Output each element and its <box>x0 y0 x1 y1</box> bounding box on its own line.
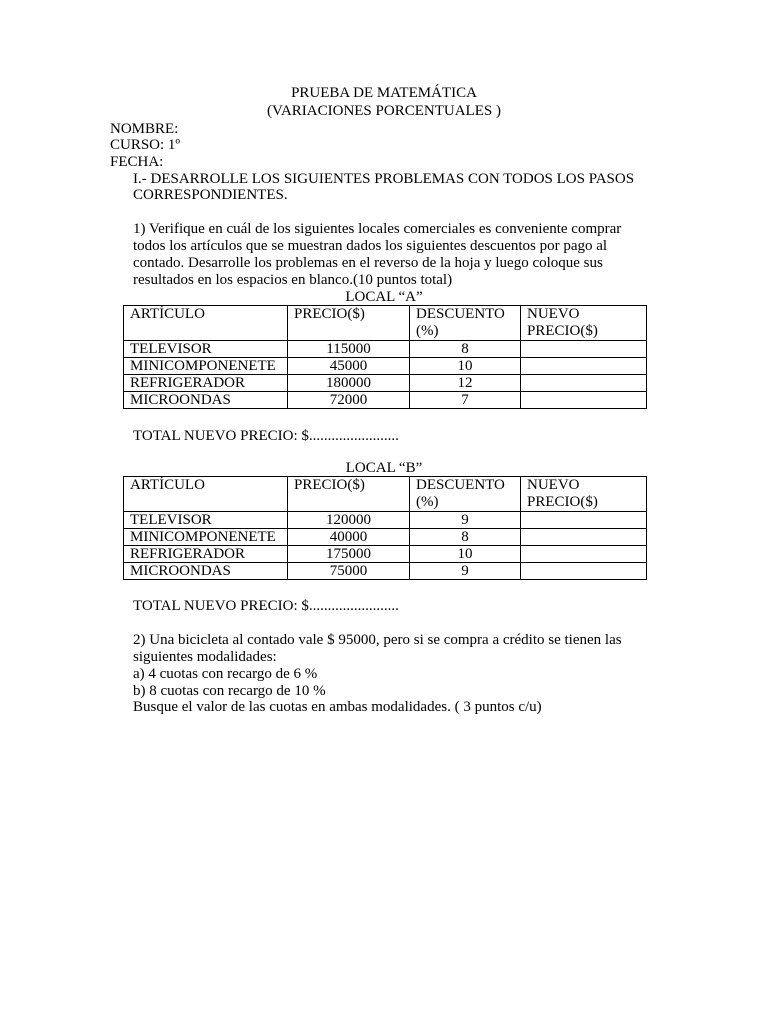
header-new-price: NUEVO PRECIO($) <box>521 477 647 512</box>
local-a-title: LOCAL “A” <box>345 289 423 305</box>
section-heading: I.- DESARROLLE LOS SIGUIENTES PROBLEMAS CON TODOS LOS PASOS <box>133 171 635 187</box>
local-a-total: TOTAL NUEVO PRECIO: $........................ <box>133 428 399 444</box>
table-row <box>124 546 647 563</box>
cell-price: 175000 <box>288 546 410 563</box>
table-header-row <box>124 306 647 341</box>
problem1-text: todos los artículos que se muestran dados los siguientes descuentos por pago al <box>133 238 608 254</box>
header-new-price: NUEVO PRECIO($) <box>521 306 647 341</box>
cell-price: 120000 <box>288 512 410 529</box>
cell-new-price[interactable] <box>521 392 647 409</box>
cell-price: 115000 <box>288 341 410 358</box>
cell-new-price[interactable] <box>521 512 647 529</box>
problem2-option-a: a) 4 cuotas con recargo de 6 % <box>133 666 318 682</box>
cell-article: REFRIGERADOR <box>124 546 288 563</box>
table-row <box>124 375 647 392</box>
cell-new-price[interactable] <box>521 358 647 375</box>
cell-discount: 8 <box>410 529 521 546</box>
course-label: CURSO: 1º <box>110 137 181 153</box>
document-title: PRUEBA DE MATEMÁTICA <box>291 85 477 101</box>
cell-discount: 9 <box>410 563 521 580</box>
cell-new-price[interactable] <box>521 563 647 580</box>
header-article: ARTÍCULO <box>124 306 288 341</box>
table-row <box>124 358 647 375</box>
table-header-row <box>124 477 647 512</box>
header-discount: DESCUENTO (%) <box>410 477 521 512</box>
cell-discount: 7 <box>410 392 521 409</box>
local-b-title: LOCAL “B” <box>345 460 423 476</box>
header-price: PRECIO($) <box>288 477 410 512</box>
table-row <box>124 529 647 546</box>
table-row <box>124 512 647 529</box>
cell-article: REFRIGERADOR <box>124 375 288 392</box>
cell-discount: 9 <box>410 512 521 529</box>
cell-new-price[interactable] <box>521 546 647 563</box>
cell-new-price[interactable] <box>521 375 647 392</box>
problem2-option-b: b) 8 cuotas con recargo de 10 % <box>133 683 326 699</box>
local-b-total: TOTAL NUEVO PRECIO: $........................ <box>133 598 399 614</box>
table-row <box>124 341 647 358</box>
problem2-text: siguientes modalidades: <box>133 649 277 665</box>
name-label: NOMBRE: <box>110 121 179 137</box>
document-subtitle: (VARIACIONES PORCENTUALES ) <box>267 103 501 119</box>
cell-price: 72000 <box>288 392 410 409</box>
header-article: ARTÍCULO <box>124 477 288 512</box>
cell-discount: 10 <box>410 358 521 375</box>
cell-discount: 12 <box>410 375 521 392</box>
local-b-table <box>123 476 647 580</box>
problem1-text: resultados en los espacios en blanco.(10 puntos total) <box>133 272 453 288</box>
cell-article: MICROONDAS <box>124 392 288 409</box>
cell-article: TELEVISOR <box>124 512 288 529</box>
cell-price: 75000 <box>288 563 410 580</box>
table-row <box>124 563 647 580</box>
header-price: PRECIO($) <box>288 306 410 341</box>
cell-price: 45000 <box>288 358 410 375</box>
cell-new-price[interactable] <box>521 529 647 546</box>
cell-price: 40000 <box>288 529 410 546</box>
table-row <box>124 392 647 409</box>
cell-discount: 10 <box>410 546 521 563</box>
cell-article: TELEVISOR <box>124 341 288 358</box>
problem2-instruction: Busque el valor de las cuotas en ambas modalidades. ( 3 puntos c/u) <box>133 699 542 715</box>
problem1-text: contado. Desarrolle los problemas en el reverso de la hoja y luego coloque sus <box>133 255 603 271</box>
cell-article: MINICOMPONENETE <box>124 358 288 375</box>
header-discount: DESCUENTO (%) <box>410 306 521 341</box>
cell-article: MICROONDAS <box>124 563 288 580</box>
local-a-table <box>123 305 647 409</box>
problem1-text: 1) Verifique en cuál de los siguientes locales comerciales es conveniente comprar <box>133 221 622 237</box>
date-label: FECHA: <box>110 154 164 170</box>
section-heading-cont: CORRESPONDIENTES. <box>133 187 288 203</box>
cell-article: MINICOMPONENETE <box>124 529 288 546</box>
cell-price: 180000 <box>288 375 410 392</box>
problem2-text: 2) Una bicicleta al contado vale $ 95000, pero si se compra a crédito se tienen las <box>133 632 622 648</box>
cell-discount: 8 <box>410 341 521 358</box>
cell-new-price[interactable] <box>521 341 647 358</box>
